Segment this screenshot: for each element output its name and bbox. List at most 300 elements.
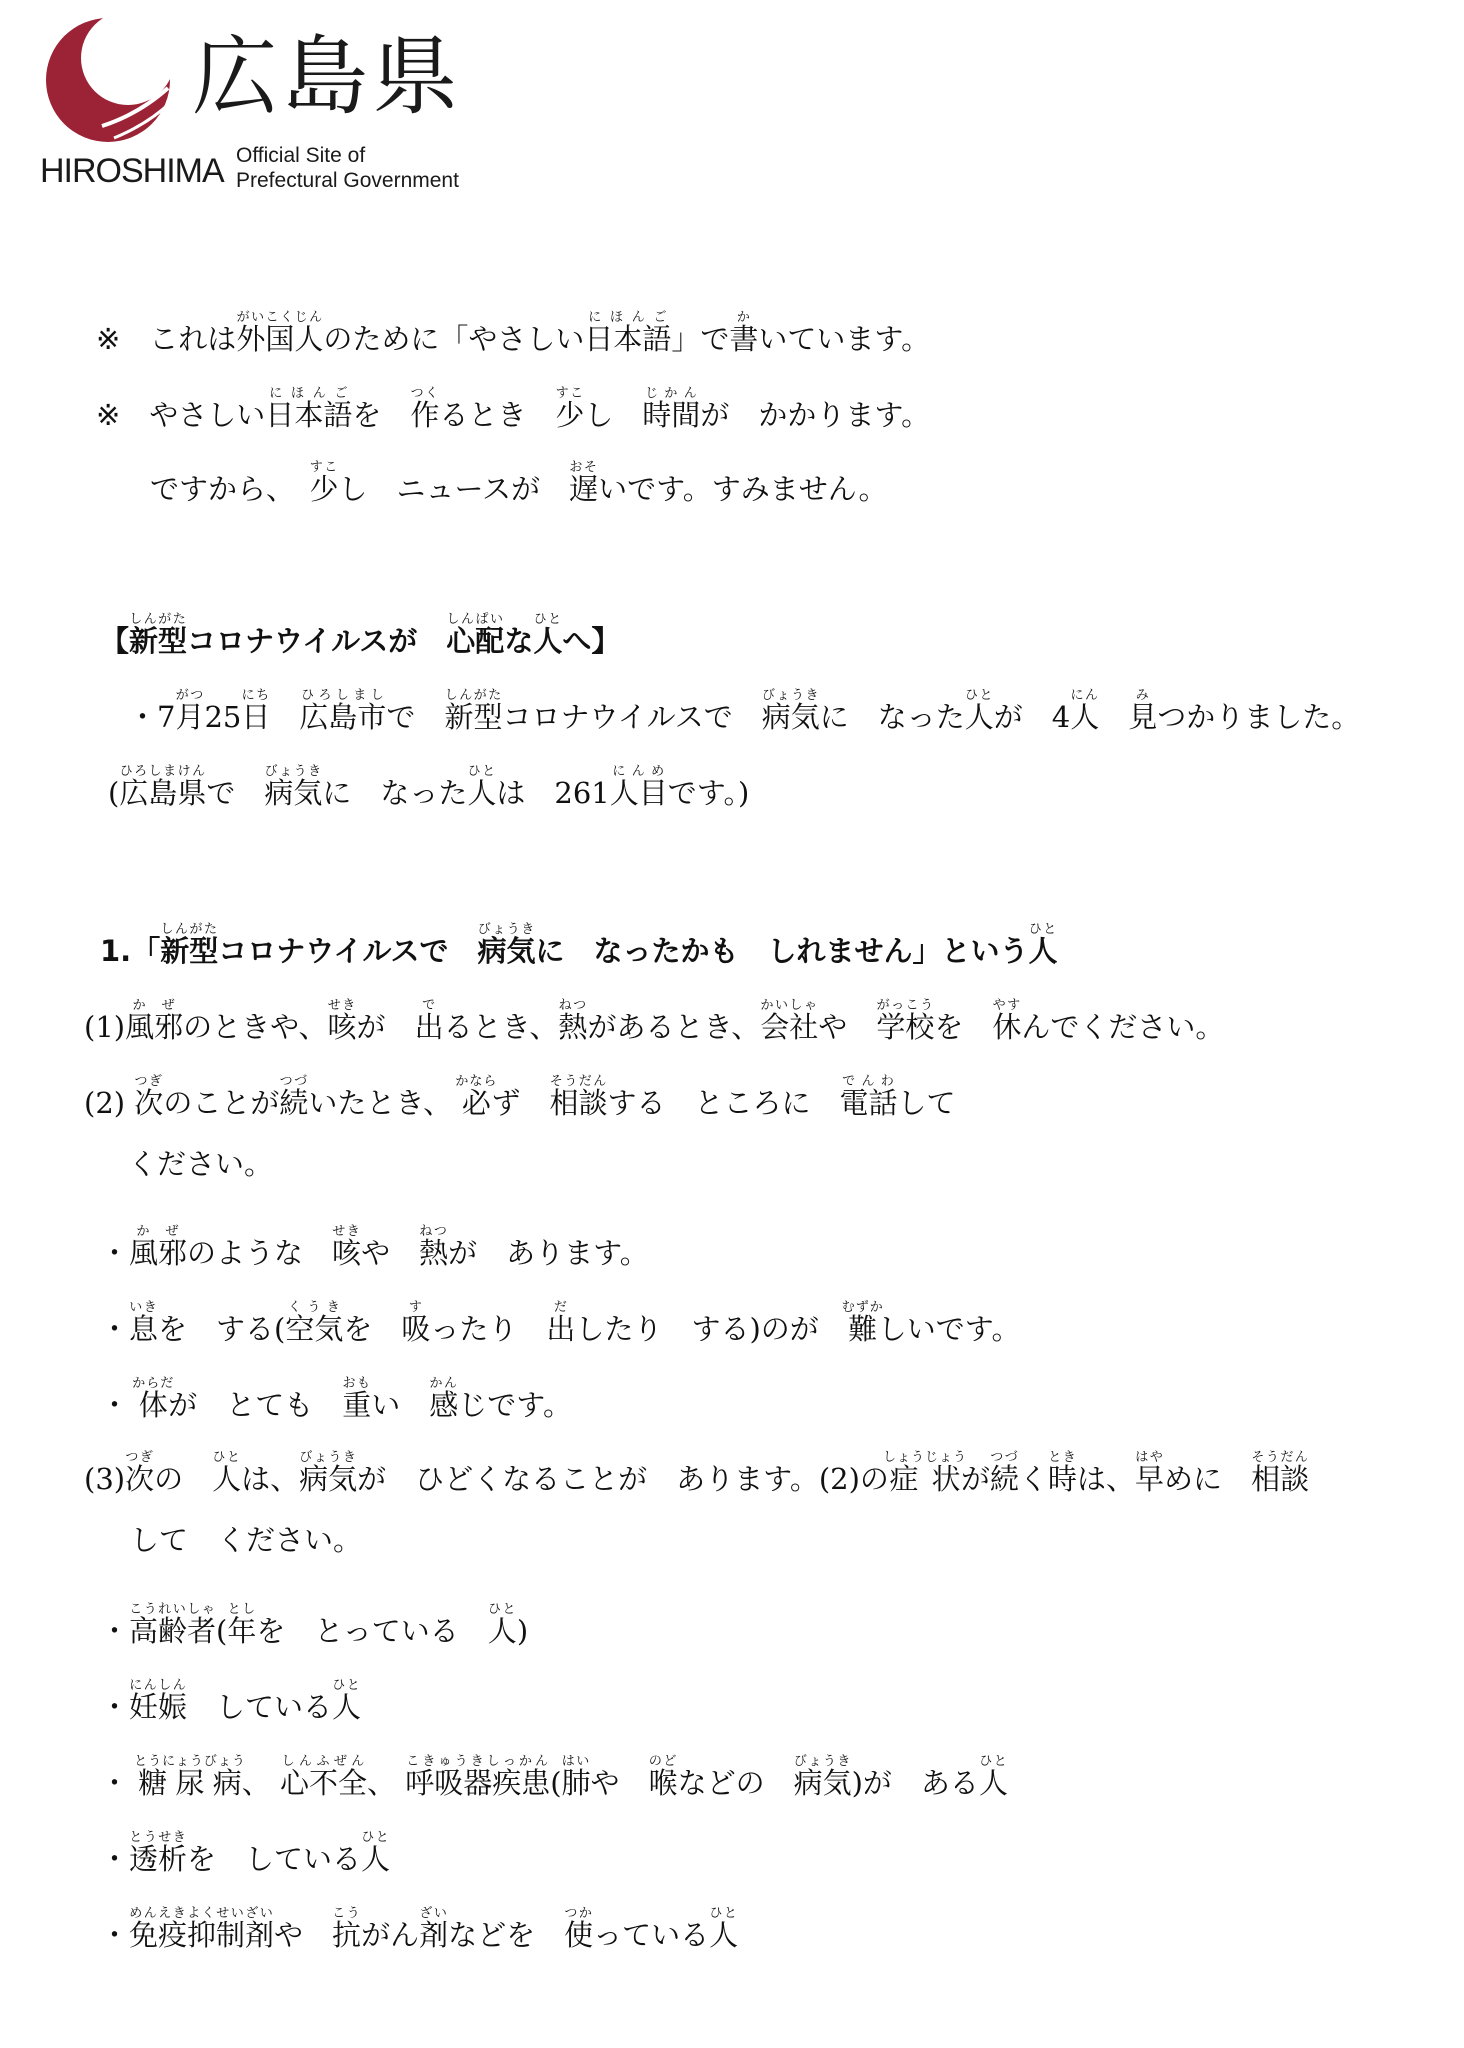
furigana-base: 外国人 [236,322,324,356]
furigana-reading: せき [332,1224,362,1239]
furigana-word [446,612,505,658]
text-segment: ) [516,1614,529,1648]
furigana-word [285,1300,344,1346]
news-heading [100,612,620,656]
furigana-base: 時間 [642,398,701,432]
furigana-base: 病気 [264,776,323,810]
furigana-base: 症状 [882,1462,967,1496]
furigana-reading: ひと [487,1602,517,1617]
furigana-reading: ひと [978,1754,1008,1769]
furigana-base: 日本語 [584,322,672,356]
furigana-base: 心不全 [279,1766,367,1800]
furigana-word [546,1300,576,1346]
furigana-base: 出 [546,1312,576,1346]
furigana-base: 喉 [648,1766,678,1800]
furigana-base: 人 [978,1766,1008,1800]
furigana-base: 日本語 [265,398,353,432]
furigana-word [129,1830,188,1876]
text-segment: したり する)のが [575,1312,848,1346]
furigana-reading: でんわ [839,1074,898,1089]
furigana-word [227,1602,257,1648]
furigana-reading: ひろしまし [299,688,387,703]
furigana-reading: くうき [285,1300,344,1315]
furigana-reading: のど [648,1754,678,1769]
furigana-reading: すこ [555,386,585,401]
furigana-reading: びょうき [264,764,323,779]
furigana-base: 体 [132,1388,175,1422]
furigana-reading: とき [1048,1450,1078,1465]
symptom-cough-fever [100,1224,649,1268]
furigana-base: 病気 [477,934,536,968]
text-segment: な [504,624,534,658]
text-segment: ですから、 [150,472,310,506]
furigana-reading: びょうき [477,922,536,937]
text-segment: を とっている [256,1614,488,1648]
logo-subtitle-line-2: Prefectural Government [236,169,459,193]
text-segment: している [187,1690,333,1724]
logo-latin-name: HIROSHIMA [40,152,224,190]
furigana-word [279,1754,367,1800]
furigana-base: 咳 [332,1236,362,1270]
text-segment: する ところに [607,1086,840,1120]
furigana-base: 熱 [419,1236,449,1270]
furigana-base: 次 [134,1086,164,1120]
furigana-word [125,998,184,1044]
furigana-reading: こきゅうきしっかん [405,1754,551,1769]
furigana-reading: じかん [642,386,701,401]
text-segment: ・7 [128,700,176,734]
furigana-base: 人 [212,1462,242,1496]
furigana-word [132,1376,175,1422]
symptom-breathing [100,1300,1020,1344]
notice-time [96,386,930,430]
furigana-base: 難 [841,1312,884,1346]
text-segment: コロナウイルスで [502,700,762,734]
text-segment: が [356,1010,415,1044]
furigana-reading: やす [992,998,1022,1013]
text-segment: ・ [100,1842,130,1876]
furigana-word [309,460,339,506]
furigana-base: 広島県 [119,776,207,810]
furigana-word [533,612,563,658]
text-segment: は 261 [496,776,610,810]
furigana-base: 呼吸器疾患 [405,1766,551,1800]
text-segment: るとき、 [443,1010,559,1044]
furigana-word [401,1300,431,1346]
furigana-word [477,922,536,968]
furigana-base: 熱 [558,1010,588,1044]
furigana-word [419,1906,449,1952]
furigana-reading: ひと [533,612,563,627]
furigana-word [1251,1450,1310,1496]
furigana-base: 作 [410,398,440,432]
furigana-word [760,998,819,1044]
text-segment: コロナウイルスが [187,624,447,658]
text-segment: は、 [241,1462,300,1496]
furigana-base: 日 [241,700,271,734]
furigana-base: 必 [455,1086,498,1120]
furigana-reading: すこ [309,460,339,475]
furigana-base: 風邪 [125,1010,184,1044]
furigana-word [332,1224,362,1270]
text-segment: の [154,1462,213,1496]
furigana-reading: むずか [841,1300,884,1315]
furigana-reading: だ [546,1300,576,1315]
text-segment: を [352,398,411,432]
furigana-reading: がいこくじん [236,310,324,325]
furigana-reading: ねつ [419,1224,449,1239]
furigana-word [414,998,444,1044]
furigana-base: 少 [309,472,339,506]
text-segment: を している [187,1842,362,1876]
section-1-item-2-cont [128,1147,274,1181]
furigana-base: 病気 [761,700,820,734]
furigana-reading: かぜ [129,1224,188,1239]
furigana-base: 剤 [419,1918,449,1952]
logo-name: 広島県 [192,27,462,127]
text-segment: ず [491,1086,550,1120]
furigana-reading: ひと [361,1830,391,1845]
furigana-reading: ひと [212,1450,242,1465]
text-segment: して [897,1086,956,1120]
furigana-reading: か [729,310,759,325]
text-segment: のために「やさしい [323,322,585,356]
text-segment: っている [593,1918,710,1952]
furigana-reading: つぎ [134,1074,164,1089]
furigana-word [1070,688,1100,734]
text-segment: です。) [667,776,750,810]
furigana-word [175,688,205,734]
text-segment: つかりました。 [1157,700,1361,734]
furigana-base: 咳 [327,1010,357,1044]
text-segment: ・ [100,1388,139,1422]
section-1-item-3-cont [130,1523,363,1557]
furigana-base: 心配 [446,624,505,658]
risk-pregnant [100,1678,361,1722]
furigana-word [410,386,440,432]
furigana-base: 空気 [285,1312,344,1346]
furigana-base: 抗 [332,1918,362,1952]
furigana-word [584,310,672,356]
risk-immunosuppressants [100,1906,738,1950]
furigana-word [709,1906,739,1952]
furigana-word [978,1754,1008,1800]
furigana-base: 月 [175,700,205,734]
furigana-reading: しんがた [129,612,188,627]
furigana-word [876,998,935,1044]
furigana-base: 広島市 [299,700,387,734]
text-segment: ・ [100,1690,130,1724]
furigana-word [793,1754,852,1800]
furigana-word [429,1376,459,1422]
text-segment: コロナウイルスで [218,934,478,968]
furigana-reading: にち [241,688,271,703]
logo-subtitle [236,143,459,193]
furigana-word [361,1830,391,1876]
furigana-reading: す [401,1300,431,1315]
furigana-word [241,688,271,734]
notice-apology [150,460,888,504]
news-line-1 [128,688,1360,732]
furigana-reading: びょうき [761,688,820,703]
furigana-reading: かいしゃ [760,998,819,1013]
furigana-word [134,1074,164,1120]
furigana-base: 会社 [760,1010,819,1044]
text-segment: ・ [100,1236,130,1270]
furigana-word [342,1376,372,1422]
text-segment: で [206,776,265,810]
furigana-base: 新型 [444,700,503,734]
furigana-reading: にんめ [609,764,668,779]
furigana-word [964,688,994,734]
text-segment: ・ [100,1312,130,1346]
text-segment: ( [550,1766,562,1800]
text-segment: し [584,398,643,432]
furigana-reading: ひと [964,688,994,703]
furigana-word [299,688,387,734]
furigana-reading: ざい [419,1906,449,1921]
furigana-reading: そうだん [1251,1450,1310,1465]
text-segment: が 4 [993,700,1071,734]
furigana-word [129,1678,188,1724]
furigana-word [455,1074,498,1120]
furigana-word [839,1074,898,1120]
text-segment: いたとき、 [308,1086,462,1120]
text-segment: へ】 [562,624,621,658]
text-segment: 」で [671,322,730,356]
furigana-base: 感 [429,1388,459,1422]
furigana-word [134,1754,246,1800]
furigana-base: 相談 [1251,1462,1310,1496]
text-segment: に なったかも しれません」という [535,934,1029,968]
furigana-base: 病気 [299,1462,358,1496]
furigana-base: 人 [467,776,497,810]
news-line-2 [108,764,749,808]
furigana-word [299,1450,358,1496]
furigana-base: 吸 [401,1312,431,1346]
furigana-reading: み [1128,688,1158,703]
furigana-word [1048,1450,1078,1496]
furigana-base: 肺 [561,1766,591,1800]
furigana-word [561,1754,591,1800]
furigana-base: 続 [279,1086,309,1120]
furigana-reading: かぜ [125,998,184,1013]
text-segment: のことが [163,1086,280,1120]
furigana-base: 病気 [793,1766,852,1800]
section-1-heading [100,922,1058,966]
furigana-reading: めんえきよくせいざい [129,1906,275,1921]
furigana-reading: にんしん [129,1678,188,1693]
text-segment: のような [187,1236,333,1270]
furigana-reading: おも [342,1376,372,1391]
furigana-base: 次 [125,1462,155,1496]
furigana-base: 人 [1028,934,1058,968]
furigana-word [1135,1450,1165,1496]
text-segment: 、 [241,1766,280,1800]
furigana-base: 続 [989,1462,1019,1496]
furigana-word [549,1074,608,1120]
furigana-reading: で [414,998,444,1013]
furigana-word [569,460,599,506]
furigana-base: 少 [555,398,585,432]
risk-elderly [100,1602,528,1646]
text-segment: いています。 [758,322,931,356]
text-segment [270,700,299,734]
furigana-word [558,998,588,1044]
furigana-word [264,764,323,810]
text-segment: や [274,1918,333,1952]
text-segment: し ニュースが [338,472,570,506]
text-segment: ※ これは [96,322,237,356]
furigana-word [129,1602,217,1648]
text-segment: が [960,1462,990,1496]
furigana-reading: がっこう [876,998,935,1013]
furigana-word [882,1450,967,1496]
text-segment: を [343,1312,402,1346]
furigana-base: 見 [1128,700,1158,734]
furigana-reading: からだ [132,1376,175,1391]
section-1-item-3 [84,1450,1309,1494]
furigana-word [265,386,353,432]
text-segment: ・ [100,1918,130,1952]
text-segment: んでください。 [1021,1010,1225,1044]
furigana-base: 遅 [569,472,599,506]
furigana-base: 人 [709,1918,739,1952]
furigana-base: 電話 [839,1086,898,1120]
furigana-base: 時 [1048,1462,1078,1496]
furigana-reading: せき [327,998,357,1013]
text-segment: が ひどくなることが あります。(2)の [357,1462,889,1496]
text-segment: がん [361,1918,420,1952]
section-1-item-1 [84,998,1224,1042]
furigana-word [1028,922,1058,968]
text-segment: に なった [322,776,468,810]
furigana-word [332,1678,362,1724]
furigana-word [467,764,497,810]
text-segment: い [371,1388,430,1422]
text-segment: で [386,700,445,734]
text-segment: ・ [100,1766,139,1800]
furigana-reading: ねつ [558,998,588,1013]
furigana-reading: はい [561,1754,591,1769]
text-segment: や [818,1010,877,1044]
furigana-reading: びょうき [793,1754,852,1769]
notice-foreigners [96,310,930,354]
furigana-word [487,1602,517,1648]
furigana-base: 高齢者 [129,1614,217,1648]
symptom-heavy-body [100,1376,572,1420]
furigana-base: 年 [227,1614,257,1648]
furigana-reading: とし [227,1602,257,1617]
furigana-base: 新型 [160,934,219,968]
furigana-word [212,1450,242,1496]
furigana-word [332,1906,362,1952]
furigana-word [129,1906,275,1952]
furigana-reading: つづ [989,1450,1019,1465]
furigana-reading: ひと [1028,922,1058,937]
furigana-word [236,310,324,356]
furigana-base: 人目 [609,776,668,810]
text-segment: や [590,1766,649,1800]
furigana-reading: ひと [467,764,497,779]
furigana-base: 人 [487,1614,517,1648]
furigana-reading: にん [1070,688,1100,703]
text-segment: や [361,1236,420,1270]
furigana-word [609,764,668,810]
crescent-logo-icon [44,14,174,146]
text-segment [1099,700,1128,734]
text-segment: 【 [100,624,130,658]
furigana-base: 人 [1070,700,1100,734]
furigana-reading: かん [429,1376,459,1391]
furigana-reading: つか [564,1906,594,1921]
text-segment: のときや、 [183,1010,328,1044]
furigana-base: 相談 [549,1086,608,1120]
text-segment: く [1018,1462,1048,1496]
furigana-word [761,688,820,734]
furigana-reading: しょうじょう [882,1450,967,1465]
furigana-reading: はや [1135,1450,1165,1465]
furigana-reading: ひと [332,1678,362,1693]
furigana-reading: つづ [279,1074,309,1089]
furigana-base: 新型 [129,624,188,658]
furigana-word [119,764,207,810]
furigana-base: 息 [129,1312,159,1346]
furigana-word [279,1074,309,1120]
furigana-reading: こうれいしゃ [129,1602,217,1617]
text-segment: るとき [439,398,556,432]
furigana-base: 休 [992,1010,1022,1044]
furigana-base: 人 [332,1690,362,1724]
furigana-word [444,688,503,734]
furigana-word [648,1754,678,1800]
furigana-base: 出 [414,1010,444,1044]
furigana-base: 人 [533,624,563,658]
furigana-base: 学校 [876,1010,935,1044]
text-segment: があるとき、 [587,1010,761,1044]
text-segment: じです。 [458,1388,572,1422]
furigana-reading: しんがた [160,922,219,937]
furigana-word [841,1300,884,1346]
furigana-reading: しんぱい [446,612,505,627]
furigana-word [989,1450,1019,1496]
furigana-reading: とうにょうびょう [134,1754,246,1769]
text-segment: 、 [366,1766,406,1800]
furigana-reading: にほんご [584,310,672,325]
furigana-base: 重 [342,1388,372,1422]
furigana-word [419,1224,449,1270]
furigana-word [129,1224,188,1270]
furigana-word [642,386,701,432]
text-segment: ・ [100,1614,130,1648]
text-segment: が とても [168,1388,343,1422]
furigana-word [555,386,585,432]
furigana-reading: こう [332,1906,362,1921]
text-segment: しいです。 [877,1312,1021,1346]
text-segment: ったり [430,1312,547,1346]
furigana-reading: にほんご [265,386,353,401]
text-segment: ( [108,776,120,810]
furigana-base: 免疫抑制剤 [129,1918,275,1952]
text-segment: めに [1164,1462,1252,1496]
furigana-base: 人 [361,1842,391,1876]
furigana-word [729,310,759,356]
text-segment: などを [448,1918,565,1952]
furigana-reading: しんがた [444,688,503,703]
text-segment: ください。 [128,1147,274,1181]
furigana-word [405,1754,551,1800]
furigana-reading: とうせき [129,1830,188,1845]
